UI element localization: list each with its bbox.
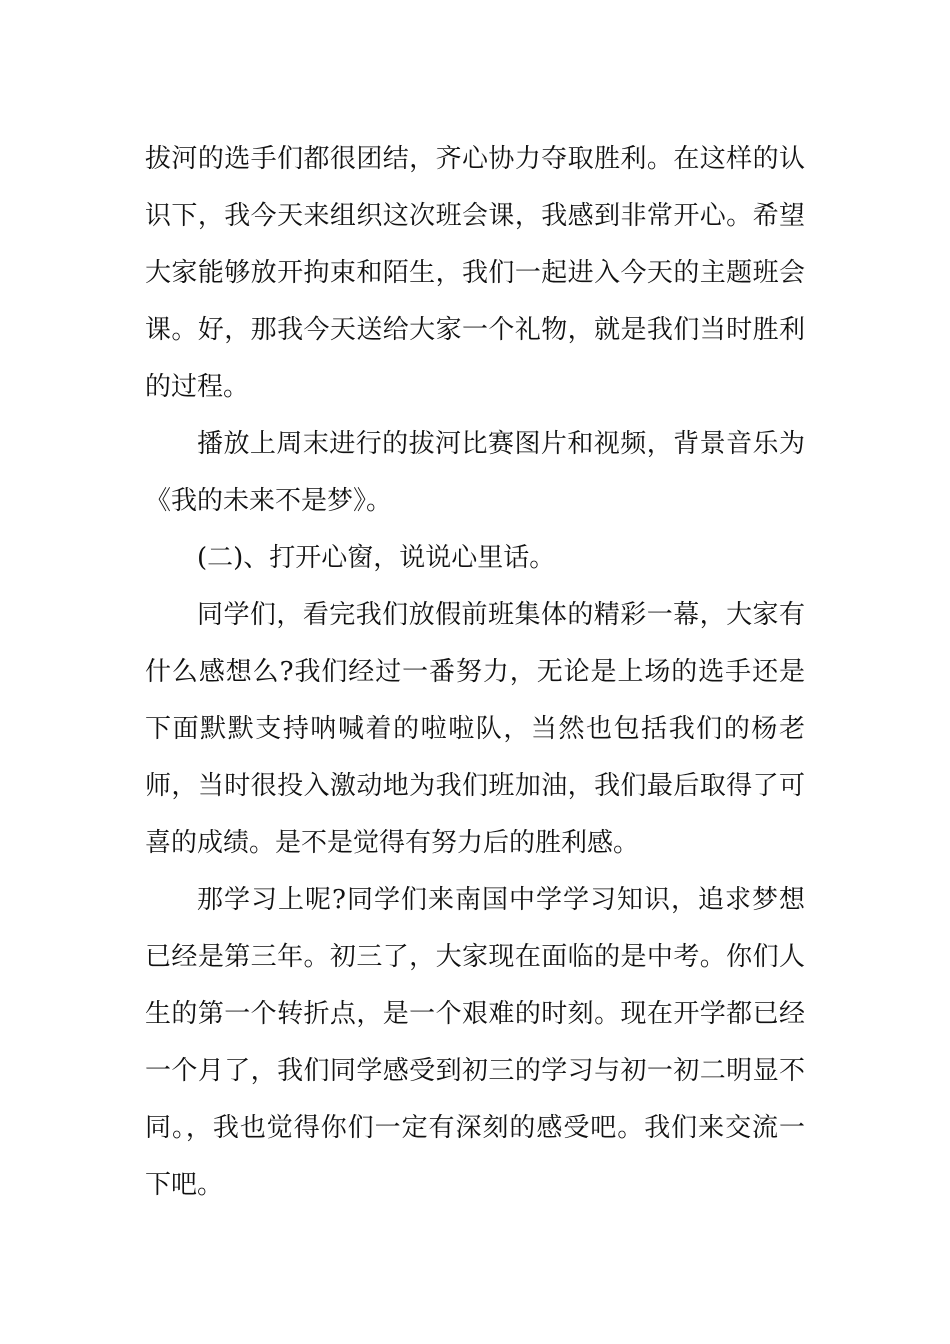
document-body [145, 131, 805, 1214]
paragraph-classmates-feelings: 同学们，看完我们放假前班集体的精彩一幕，大家有什么感想么?我们经过一番努力，无论是上场的选手还是下面默默支持呐喊着的啦啦队，当然也包括我们的杨老师，当时很投入激动地为我们班加油，我们最后取得了可喜的成绩。是不是觉得有努力后的胜利感。 [145, 600, 805, 858]
section-heading-open-heart: (二)、打开心窗，说说心里话。 [197, 543, 556, 573]
paragraph-study-discussion: 那学习上呢?同学们来南国中学学习知识，追求梦想已经是第三年。初三了，大家现在面临的是中考。你们人生的第一个转折点，是一个艰难的时刻。现在开学都已经一个月了，我们同学感受到初三的学习与初一初二明显不同。，我也觉得你们一定有深刻的感受吧。我们来交流一下吧。 [145, 885, 805, 1200]
paragraph-play-video: 播放上周末进行的拔河比赛图片和视频，背景音乐为《我的未来不是梦》。 [145, 429, 805, 516]
paragraph-tug-of-war-intro: 拔河的选手们都很团结，齐心协力夺取胜利。在这样的认识下，我今天来组织这次班会课，我感到非常开心。希望大家能够放开拘束和陌生，我们一起进入今天的主题班会课。好，那我今天送给大家一个礼物，就是我们当时胜利的过程。 [145, 144, 805, 402]
